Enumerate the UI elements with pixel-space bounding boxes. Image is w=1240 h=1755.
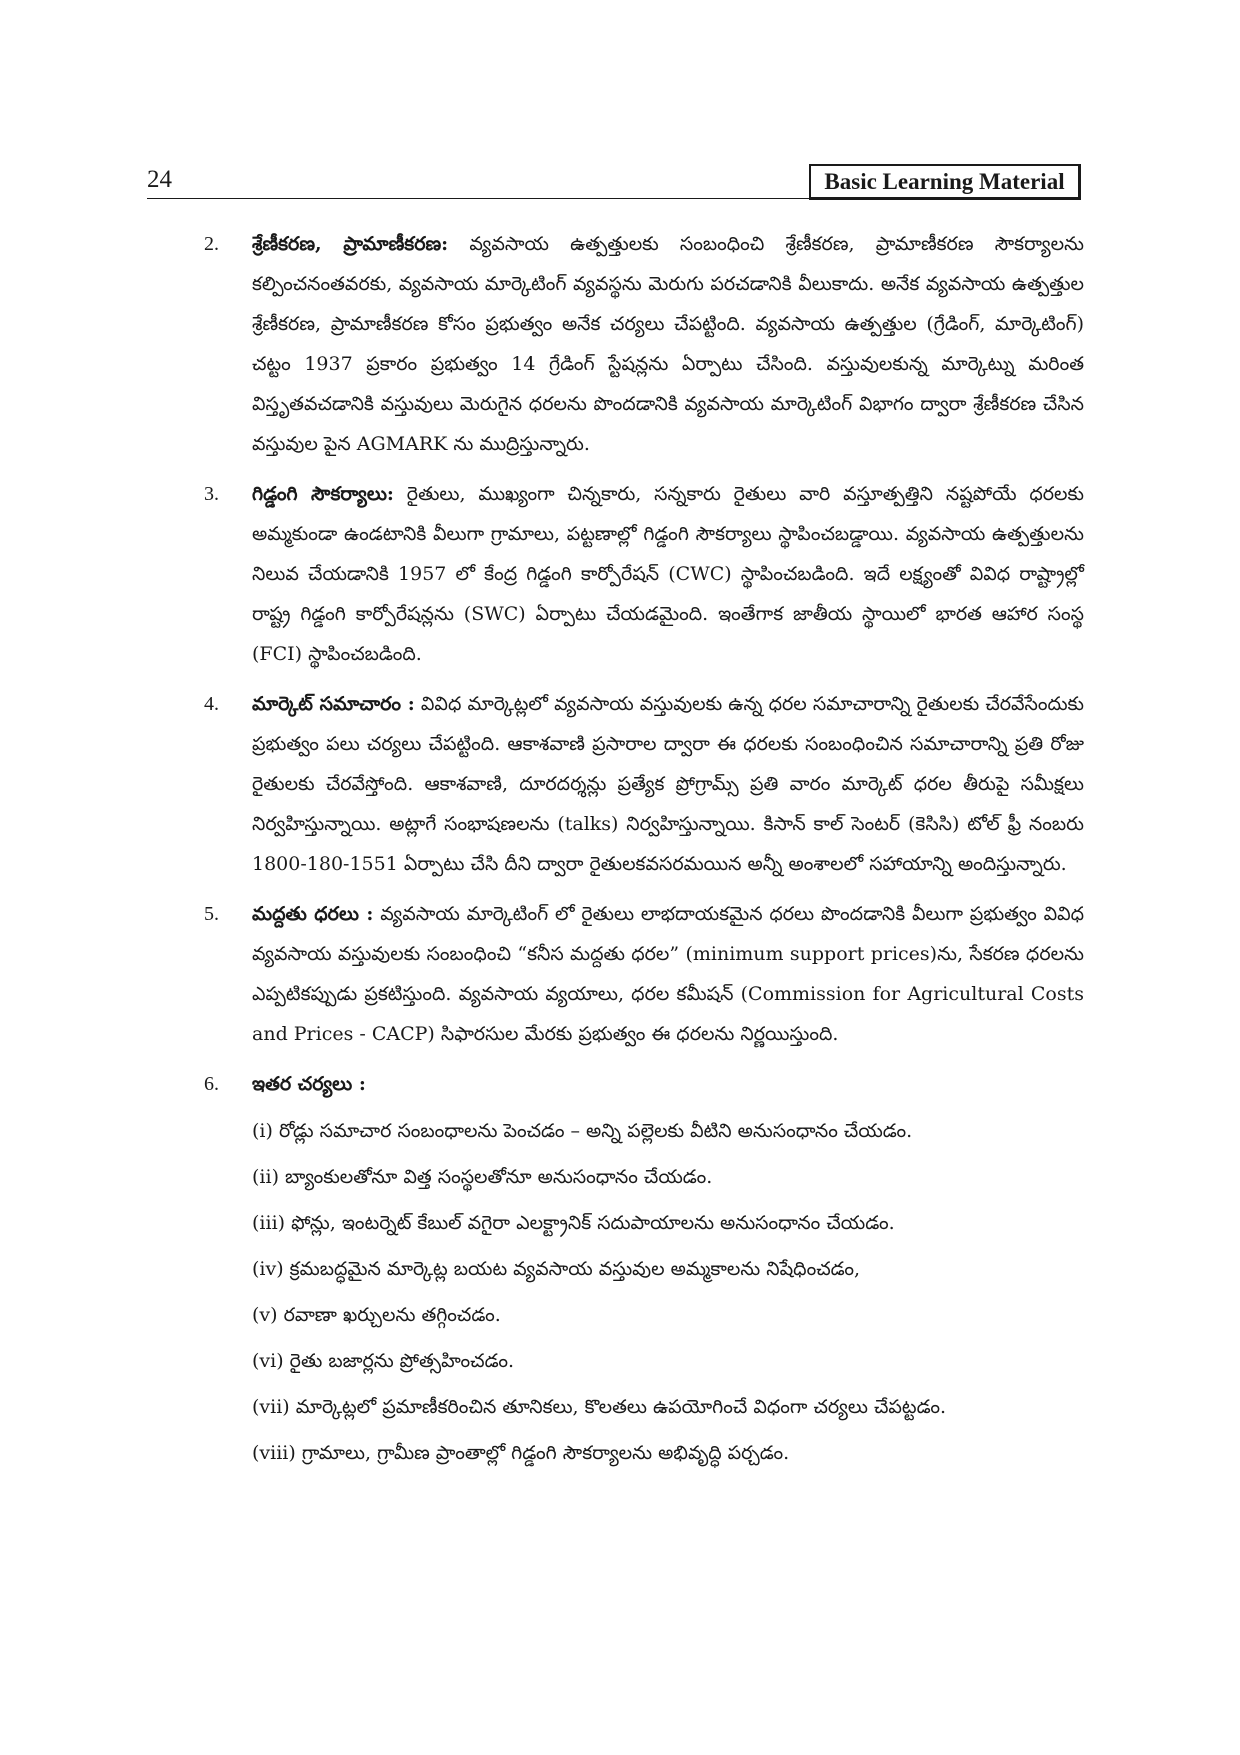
item-number: 6. [204,1073,219,1095]
sub-item: (ii) బ్యాంకులతోనూ విత్త సంస్థలతోనూ అనుసంధానం చేయడం. [252,1166,713,1188]
sub-item: (iv) క్రమబద్ధమైన మార్కెట్ల బయట వ్యవసాయ వస్తువుల అమ్మకాలను నిషేధించడం, [252,1258,861,1280]
list-item [204,474,1084,674]
sub-item: (viii) గ్రామాలు, గ్రామీణ ప్రాంతాల్లో గిడ్డంగి సౌకర్యాలను అభివృద్ధి పర్చడం. [252,1442,790,1464]
list-item-other-measures [204,1064,1084,1476]
item-number: 2. [204,233,219,255]
item-text: వ్యవసాయ మార్కెటింగ్ లో రైతులు లాభదాయకమైన ధరలు పొందడానికి వీలుగా ప్రభుత్వం వివిధ వ్యవసాయ వస్తువులకు సంబంధించి “కనీస మద్దతు ధరల” (minimum support prices)ను, సేకరణ ధరలను ఎప్పటికప్పుడు ప్రకటిస్తుంది. వ్యవసాయ వ్యయాలు, ధరల కమీషన్ (Commission for Agricultural Costs and Prices - CACP) సిఫారసుల మేరకు ప్రభుత్వం ఈ ధరలను నిర్ణయిస్తుంది. [252,903,1084,1045]
sub-list [252,1108,1084,1476]
page-content [204,224,1084,1486]
item-title: మార్కెట్ సమాచారం : [252,693,415,715]
book-title: Basic Learning Material [809,164,1081,200]
sub-item: (vii) మార్కెట్లలో ప్రమాణీకరించిన తూనికలు, కొలతలు ఉపయోగించే విధంగా చర్యలు చేపట్టడం. [252,1396,947,1418]
sub-item: (vi) రైతు బజార్లను ప్రోత్సహించడం. [252,1350,515,1372]
item-body [252,894,1084,1054]
item-body [252,1064,1084,1104]
page-number: 24 [147,166,172,193]
list-item [204,224,1084,464]
item-title: శ్రేణీకరణ, ప్రామాణీకరణ: [252,233,449,255]
item-number: 4. [204,693,219,715]
sub-item: (iii) ఫోన్లు, ఇంటర్నెట్ కేబుల్ వగైరా ఎలక్ట్రానిక్ సదుపాయాలను అనుసంధానం చేయడం. [252,1212,895,1234]
item-text: వ్యవసాయ ఉత్పత్తులకు సంబంధించి శ్రేణీకరణ, ప్రామాణీకరణ సౌకర్యాలను కల్పించనంతవరకు, వ్యవసాయ మార్కెటింగ్ వ్యవస్థను మెరుగు పరచడానికి వీలుకాదు. అనేక వ్యవసాయ ఉత్పత్తుల శ్రేణీకరణ, ప్రామాణీకరణ కోసం ప్రభుత్వం అనేక చర్యలు చేపట్టింది. వ్యవసాయ ఉత్పత్తుల (గ్రేడింగ్, మార్కెటింగ్) చట్టం 1937 ప్రకారం ప్రభుత్వం 14 గ్రేడింగ్ స్టేషన్లను ఏర్పాటు చేసింది. వస్తువులకున్న మార్కెట్ను మరింత విస్తృతవచడానికి వస్తువులు మెరుగైన ధరలను పొందడానికి వ్యవసాయ మార్కెటింగ్ విభాగం ద్వారా శ్రేణీకరణ చేసిన వస్తువుల పైన AGMARK ను ముద్రిస్తున్నారు. [252,233,1084,455]
item-body [252,474,1084,674]
sub-item: (i) రోడ్లు సమాచార సంబంధాలను పెంచడం – అన్ని పల్లెలకు వీటిని అనుసంధానం చేయడం. [252,1120,913,1142]
list-item [204,894,1084,1054]
sub-item: (v) రవాణా ఖర్చులను తగ్గించడం. [252,1304,501,1326]
item-title: గిడ్డంగి సౌకర్యాలు: [252,483,394,505]
item-text: వివిధ మార్కెట్లలో వ్యవసాయ వస్తువులకు ఉన్న ధరల సమాచారాన్ని రైతులకు చేరవేసేందుకు ప్రభుత్వం పలు చర్యలు చేపట్టింది. ఆకాశవాణి ప్రసారాల ద్వారా ఈ ధరలకు సంబంధించిన సమాచారాన్ని ప్రతి రోజు రైతులకు చేరవేస్తోంది. ఆకాశవాణి, దూరదర్శన్లు ప్రత్యేక ప్రోగ్రామ్స్ ప్రతి వారం మార్కెట్ ధరల తీరుపై సమీక్షలు నిర్వహిస్తున్నాయి. అట్లాగే సంభాషణలను (talks) నిర్వహిస్తున్నాయి. కిసాన్ కాల్ సెంటర్ (కెసిసి) టోల్ ఫ్రీ నంబరు 1800-180-1551 ఏర్పాటు చేసి దీని ద్వారా రైతులకవసరమయిన అన్నీ అంశాలలో సహాయాన్ని అందిస్తున్నారు. [252,693,1085,875]
item-number: 3. [204,483,219,505]
item-title: మద్దతు ధరలు : [252,903,374,925]
item-number: 5. [204,903,219,925]
header-rule [147,198,812,199]
item-body [252,224,1084,464]
item-text: రైతులు, ముఖ్యంగా చిన్నకారు, సన్నకారు రైతులు వారి వస్తూత్పత్తిని నష్టపోయే ధరలకు అమ్మకుండా ఉండటానికి వీలుగా గ్రామాలు, పట్టణాల్లో గిడ్డంగి సౌకర్యాలు స్థాపించబడ్డాయి. వ్యవసాయ ఉత్పత్తులను నిలువ చేయడానికి 1957 లో కేంద్ర గిడ్డంగి కార్పోరేషన్ (CWC) స్థాపించబడింది. ఇదే లక్ష్యంతో వివిధ రాష్ట్రాల్లో రాష్ట్ర గిడ్డంగి కార్పోరేషన్లను (SWC) ఏర్పాటు చేయడమైంది. ఇంతేగాక జాతీయ స్థాయిలో భారత ఆహార సంస్థ (FCI) స్థాపించబడింది. [252,483,1084,665]
list-item [204,684,1084,884]
item-body [252,684,1084,884]
item-title: ఇతర చర్యలు : [252,1073,366,1095]
